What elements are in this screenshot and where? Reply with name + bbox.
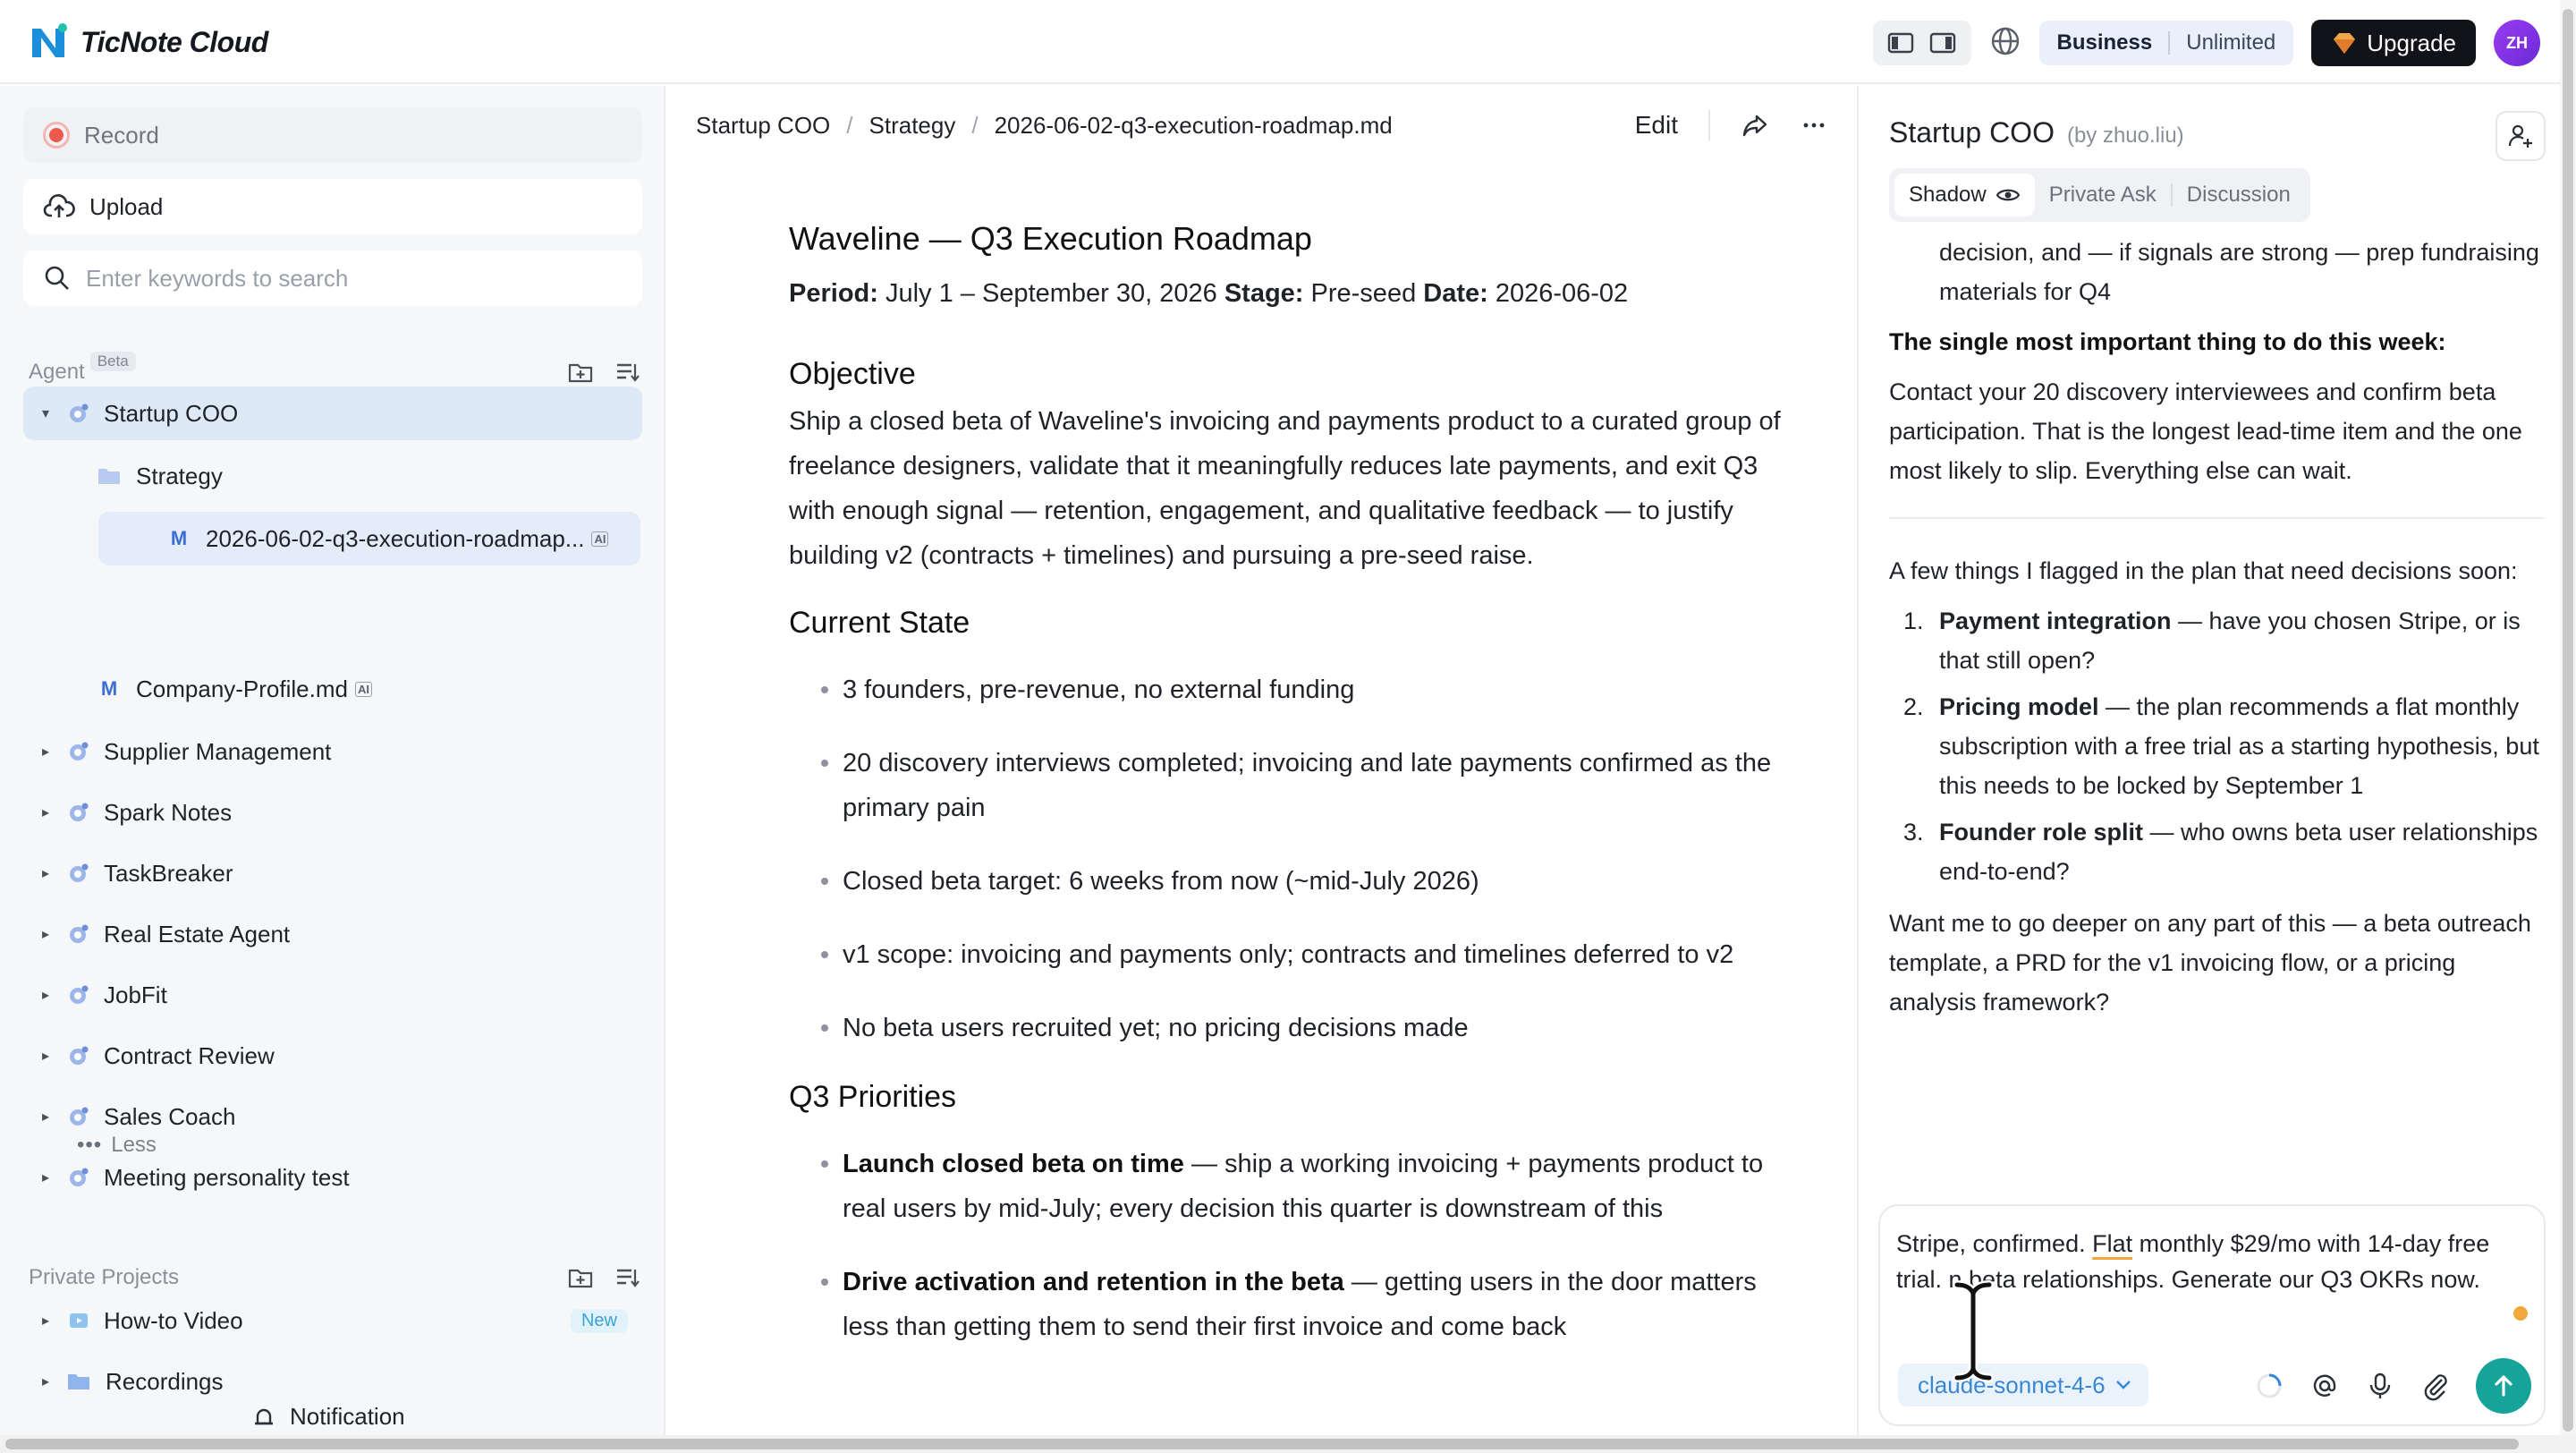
date-value: 2026-06-02 — [1487, 279, 1629, 308]
horizontal-scrollbar[interactable] — [0, 1435, 2576, 1453]
upload-button[interactable] — [23, 179, 642, 234]
list-item — [1889, 687, 2544, 805]
new-folder-icon[interactable] — [567, 359, 594, 386]
caret-right-icon[interactable]: ▸ — [41, 744, 50, 760]
agent-icon — [68, 984, 89, 1006]
agent-icon — [68, 802, 89, 823]
vertical-scrollbar[interactable] — [2560, 0, 2576, 1435]
chat-tabs — [1889, 168, 2310, 222]
file-item-q3-roadmap[interactable] — [98, 512, 640, 565]
flag-intro: A few things I flagged in the plan that need decisions soon: — [1889, 557, 2518, 584]
breadcrumb-item[interactable]: 2026-06-02-q3-execution-roadmap.md — [994, 111, 1393, 139]
agent-icon — [68, 923, 89, 945]
agent-item-contract-review[interactable] — [23, 1029, 642, 1083]
list-item — [1889, 812, 2544, 891]
agent-item-spark-notes[interactable] — [23, 786, 642, 839]
flag-title: Pricing model — [1939, 693, 2099, 720]
list-number: 2. — [1903, 693, 1924, 720]
avatar[interactable]: ZH — [2494, 20, 2540, 66]
less-label: Less — [111, 1133, 157, 1157]
sort-icon[interactable] — [614, 359, 640, 386]
add-member-button[interactable] — [2496, 111, 2546, 161]
agent-label: Supplier Management — [104, 737, 332, 765]
projects-section-header — [29, 1260, 640, 1296]
bell-icon — [250, 1404, 277, 1431]
agent-label: JobFit — [104, 981, 167, 1008]
flag-text: — the plan recommends a flat monthly subscription with a free trial as a starting hypothesis, but this needs to be locked by September 1 — [1939, 693, 2539, 799]
upload-label: Upload — [89, 192, 164, 220]
agent-label: Spark Notes — [104, 798, 233, 826]
beta-badge: Beta — [90, 352, 136, 371]
microphone-icon[interactable] — [2365, 1371, 2395, 1401]
upgrade-label: Upgrade — [2367, 29, 2456, 56]
message-divider — [1889, 517, 2544, 519]
caret-right-icon[interactable]: ▸ — [41, 1049, 50, 1064]
flag-text: — have you chosen Stripe, or is that still open? — [1939, 608, 2521, 674]
diamond-icon — [2331, 30, 2358, 55]
agent-icon — [68, 1045, 89, 1066]
project-label: Recordings — [106, 1367, 224, 1395]
file-label: Company-Profile.md — [136, 675, 348, 702]
mention-icon[interactable] — [2309, 1371, 2340, 1401]
model-name: claude-sonnet-4-6 — [1918, 1371, 2106, 1398]
list-number: 3. — [1903, 819, 1924, 845]
document-pane — [667, 86, 1859, 1437]
document-header — [667, 86, 1857, 165]
composer-tools — [2254, 1358, 2531, 1414]
list-item: 3 founders, pre-revenue, no external funding — [789, 667, 1809, 712]
stage-value: Pre-seed — [1303, 279, 1424, 308]
composer-text-a: Stripe, confirmed. — [1896, 1230, 2093, 1257]
priority-title: Drive activation and retention in the beta — [843, 1268, 1344, 1296]
important-heading — [1889, 322, 2544, 361]
flag-title: Payment integration — [1939, 608, 2172, 634]
sidebar-left-icon[interactable] — [1887, 31, 1914, 55]
eye-icon — [1996, 185, 2021, 205]
breadcrumb-separator: / — [846, 111, 853, 139]
text-cursor-icon — [1946, 1278, 2000, 1385]
markdown-file-icon: M — [100, 677, 118, 700]
plan-divider — [2168, 31, 2170, 55]
breadcrumb-separator: / — [971, 111, 979, 139]
chat-header — [1889, 116, 2184, 149]
tab-shadow[interactable] — [1894, 174, 2035, 217]
breadcrumb — [696, 112, 1393, 140]
composer-spellcheck-word: Flat — [2092, 1230, 2133, 1257]
priorities-heading: Q3 Priorities — [789, 1080, 957, 1114]
chat-agent-name: Startup COO — [1889, 116, 2055, 149]
period-label: Period: — [789, 279, 878, 308]
document-body — [789, 220, 1809, 1378]
caret-right-icon[interactable]: ▸ — [41, 927, 50, 942]
add-user-icon — [2506, 122, 2535, 150]
list-item — [1889, 601, 2544, 680]
agent-item-real-estate-agent[interactable] — [23, 907, 642, 961]
caret-right-icon[interactable]: ▸ — [41, 988, 50, 1003]
send-button[interactable] — [2476, 1358, 2531, 1414]
tab-private-ask[interactable]: Private Ask — [2048, 183, 2157, 207]
globe-icon — [1989, 25, 2021, 57]
file-label: 2026-06-02-q3-execution-roadmap... — [206, 524, 585, 552]
list-item: 20 discovery interviews completed; invoicing and late payments confirmed as the primary pain — [789, 741, 1809, 830]
search-box — [23, 251, 642, 306]
caret-right-icon[interactable]: ▸ — [41, 1313, 50, 1329]
chevron-down-icon — [2114, 1379, 2132, 1391]
caret-right-icon[interactable]: ▸ — [41, 1170, 50, 1185]
agent-label: TaskBreaker — [104, 859, 233, 887]
edit-button[interactable]: Edit — [1634, 111, 1678, 139]
date-label: Date: — [1423, 279, 1488, 308]
agent-label: Startup COO — [104, 399, 239, 427]
new-folder-icon[interactable] — [567, 1264, 594, 1291]
notification-label: Notification — [290, 1403, 405, 1430]
document-title: Waveline — Q3 Execution Roadmap — [789, 220, 1312, 257]
important-heading-text: The single most important thing to do this week: — [1889, 328, 2446, 355]
flag-text: — who owns beta user relationships end-to-end? — [1939, 819, 2538, 885]
upgrade-button[interactable] — [2311, 20, 2476, 66]
composer-text-b: monthly $29/mo with 14-day free trial. — [1896, 1230, 2490, 1293]
agent-icon — [68, 403, 89, 424]
breadcrumb-item[interactable]: Strategy — [869, 111, 956, 139]
caret-right-icon[interactable]: ▸ — [41, 805, 50, 820]
file-item-company-profile[interactable] — [23, 662, 642, 716]
agent-section-header — [29, 354, 640, 390]
scroll-thumb[interactable] — [2563, 9, 2573, 1432]
record-icon — [43, 122, 70, 149]
agent-label: Contract Review — [104, 1041, 275, 1069]
record-label: Record — [84, 121, 159, 149]
markdown-file-icon: M — [170, 527, 188, 549]
less-button[interactable] — [77, 1133, 157, 1158]
closing-message: Want me to go deeper on any part of this — a beta outreach template, a PRD for the v1 invoicing flow, or a pricing analysis framework? — [1889, 910, 2531, 1015]
model-selector[interactable] — [1898, 1364, 2148, 1406]
new-badge: New — [571, 1309, 628, 1333]
project-item-recordings[interactable] — [23, 1355, 642, 1408]
agent-item-jobfit[interactable] — [23, 968, 642, 1022]
plan-badge[interactable] — [2039, 21, 2294, 65]
folder-icon — [97, 465, 122, 487]
ai-tag: AI — [355, 682, 372, 697]
priority-text: — ship a working invoicing + payments product to real users by mid-July; every decision this quarter is downstream of this — [843, 1150, 1764, 1223]
brand[interactable] — [29, 21, 268, 63]
ai-tag: AI — [591, 531, 608, 547]
flag-list — [1889, 601, 2544, 891]
plan-quota: Unlimited — [2186, 30, 2276, 55]
more-dots-icon: ••• — [77, 1133, 103, 1157]
document-meta — [789, 274, 1809, 313]
composer-text-c: n beta relationships. Generate our Q3 OKRs now. — [1948, 1266, 2480, 1293]
priority-text: — getting users in the door matters less than getting them to send their first invoice and come back — [843, 1268, 1757, 1341]
projects-section-label: Private Projects — [29, 1265, 180, 1289]
list-item: v1 scope: invoicing and payments only; contracts and timelines deferred to v2 — [789, 932, 1809, 977]
sort-icon[interactable] — [614, 1264, 640, 1291]
list-item: Closed beta target: 6 weeks from now (~mid-July 2026) — [789, 859, 1809, 904]
caret-right-icon[interactable]: ▸ — [41, 1374, 50, 1389]
list-number: 1. — [1903, 608, 1924, 634]
agent-item-supplier-management[interactable] — [23, 725, 642, 778]
folder-item-strategy[interactable] — [23, 449, 642, 503]
tab-discussion[interactable]: Discussion — [2186, 183, 2291, 207]
record-button[interactable] — [23, 107, 642, 163]
priority-title: Launch closed beta on time — [843, 1150, 1184, 1178]
objective-text: Ship a closed beta of Waveline's invoicing and payments product to a curated group of freelance designers, validate that it meaningfully reduces late payments, and exit Q3 with enough signal — retention, engagement, and qualitative feedback — to justify building v2 (contracts + timelines) and pursuing a pre-seed raise. — [789, 407, 1781, 570]
breadcrumb-item[interactable]: Startup COO — [696, 111, 831, 139]
agent-item-taskbreaker[interactable] — [23, 846, 642, 900]
search-input[interactable] — [86, 265, 623, 293]
toolbar-divider — [1708, 110, 1710, 140]
notification-button[interactable] — [250, 1403, 405, 1431]
caret-down-icon[interactable]: ▾ — [41, 406, 50, 421]
sidebar-right-icon[interactable] — [1929, 31, 1956, 55]
more-icon[interactable] — [1800, 111, 1828, 140]
objective-heading: Objective — [789, 357, 916, 391]
continued-list-item: decision, and — if signals are strong — prep fundraising materials for Q4 — [1939, 239, 2539, 305]
agent-icon — [68, 1167, 89, 1188]
cloud-upload-icon — [43, 192, 75, 221]
stage-label: Stage: — [1224, 279, 1304, 308]
brand-name: TicNote Cloud — [80, 25, 268, 58]
sidebar — [0, 86, 665, 1437]
scroll-thumb[interactable] — [5, 1439, 2519, 1449]
agent-section-label: Agent — [29, 360, 85, 384]
caret-right-icon[interactable]: ▸ — [41, 866, 50, 881]
loading-spinner-icon — [2254, 1371, 2284, 1401]
language-button[interactable] — [1989, 25, 2021, 62]
paperclip-icon[interactable] — [2420, 1371, 2451, 1401]
agent-icon — [68, 1106, 89, 1127]
agent-label: Real Estate Agent — [104, 920, 291, 947]
share-icon[interactable] — [1741, 111, 1769, 140]
current-state-heading: Current State — [789, 606, 970, 640]
project-item-how-to-video[interactable] — [23, 1294, 642, 1347]
flag-title: Founder role split — [1939, 819, 2144, 845]
status-dot — [2513, 1306, 2528, 1321]
project-label: How-to Video — [104, 1306, 243, 1334]
list-item: No beta users recruited yet; no pricing decisions made — [789, 1006, 1809, 1050]
agent-label: Meeting personality test — [104, 1163, 350, 1191]
important-text: Contact your 20 discovery interviewees and confirm beta participation. That is the longest lead-time item and the one most likely to slip. Everything else can wait. — [1889, 378, 2522, 484]
agent-icon — [68, 741, 89, 762]
caret-right-icon[interactable]: ▸ — [41, 1109, 50, 1125]
list-item — [789, 1260, 1809, 1349]
chat-panel — [1860, 86, 2563, 1437]
plan-name: Business — [2056, 30, 2153, 55]
video-project-icon — [68, 1310, 89, 1331]
top-bar — [0, 0, 2576, 84]
folder-label: Strategy — [136, 462, 223, 489]
period-value: July 1 – September 30, 2026 — [877, 279, 1224, 308]
agent-icon — [68, 862, 89, 884]
current-state-list — [789, 667, 1809, 1050]
arrow-up-icon — [2490, 1372, 2517, 1399]
ticnote-logo-icon — [29, 21, 70, 63]
folder-icon — [66, 1371, 91, 1392]
priorities-list — [789, 1142, 1809, 1349]
agent-item-startup-coo[interactable] — [23, 387, 642, 440]
search-icon — [43, 264, 72, 293]
tab-label: Shadow — [1909, 183, 1987, 207]
agent-label: Sales Coach — [104, 1102, 236, 1130]
agent-item-meeting-personality-test[interactable] — [23, 1151, 642, 1204]
chat-owner: (by zhuo.liu) — [2066, 123, 2184, 148]
layout-toggle — [1873, 21, 1971, 65]
list-item — [789, 1142, 1809, 1231]
chat-messages[interactable] — [1889, 238, 2544, 1168]
